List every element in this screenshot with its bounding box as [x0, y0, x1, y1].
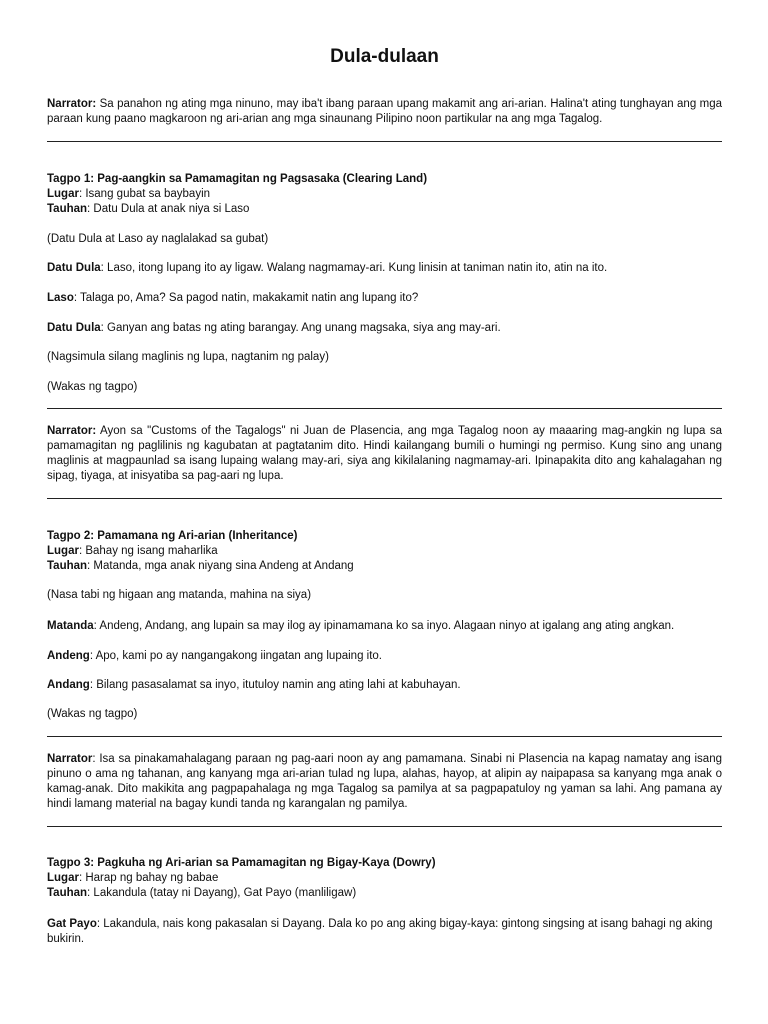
dialogue-line: Andeng: Apo, kami po ay nangangakong iingatan ang lupaing ito.	[47, 650, 383, 662]
scene-characters: Tauhan: Lakandula (tatay ni Dayang), Gat Payo (manliligaw)	[47, 887, 357, 899]
dialogue-line: Datu Dula: Ganyan ang batas ng ating barangay. Ang unang magsaka, siya ang may-ari.	[47, 322, 501, 334]
divider	[47, 498, 722, 499]
narration-text: Sa panahon ng ating mga ninuno, may iba't ibang paraan upang makamit ang ari-arian. Halina't ating tunghayan ang mga paraan kung paano magkaroon ng ari-arian ang mga sinaunang Pilipino noon partikular na ang mga Tagalog.	[47, 98, 722, 125]
divider	[47, 736, 722, 737]
stage-direction: (Nasa tabi ng higaan ang matanda, mahina na siya)	[47, 589, 312, 601]
scene-heading: Tagpo 2: Pamamana ng Ari-arian (Inheritance)	[47, 530, 298, 542]
divider	[47, 826, 722, 827]
scene-end: (Wakas ng tagpo)	[47, 708, 138, 720]
scene-end: (Wakas ng tagpo)	[47, 381, 138, 393]
dialogue-line: Gat Payo: Lakandula, nais kong pakasalan si Dayang. Dala ko po ang aking bigay-kaya: gintong singsing at isang bahagi ng aking bukirin.	[47, 918, 713, 945]
dialogue-line: Laso: Talaga po, Ama? Sa pagod natin, makakamit natin ang lupang ito?	[47, 292, 419, 304]
divider	[47, 408, 722, 409]
speaker-label: Narrator:	[47, 425, 97, 437]
scene-location: Lugar: Harap ng bahay ng babae	[47, 872, 219, 884]
scene-location: Lugar: Bahay ng isang maharlika	[47, 545, 218, 557]
narration-text: : Isa sa pinakamahalagang paraan ng pag-aari noon ay ang pamamana. Sinabi ni Plasencia na kapag namatay ang isang pinuno o ama ng tahanan, ang kanyang mga ari-arian tulad ng lupa, alahas, hayop, at alipin ay naipapasa sa kanyang mga anak o kamag-anak. Dito makikita ang pagpapahalaga ng mga Tagalog sa pamilya at sa pagpapatuloy ng yaman sa lahi. Ang pamana ay hindi lamang material na bagay kundi tanda ng karangalan ng pamilya.	[47, 753, 722, 810]
intro-narration	[47, 97, 722, 127]
page-title: Dula-dulaan	[330, 46, 439, 67]
scene-characters: Tauhan: Matanda, mga anak niyang sina Andeng at Andang	[47, 560, 354, 572]
narration-block	[47, 752, 722, 812]
scene-location: Lugar: Isang gubat sa baybayin	[47, 188, 211, 200]
divider	[47, 141, 722, 142]
stage-direction: (Datu Dula at Laso ay naglalakad sa gubat)	[47, 233, 269, 245]
speaker-label: Narrator	[47, 753, 93, 765]
dialogue-line: Matanda: Andeng, Andang, ang lupain sa may ilog ay ipinamamana ko sa inyo. Alagaan ninyo at igalang ang ating angkan.	[47, 620, 675, 632]
narration-text: Ayon sa "Customs of the Tagalogs" ni Juan de Plasencia, ang mga Tagalog noon ay maaaring mag-angkin ng lupa sa pamamagitan ng paglilinis ng kagubatan at pagtatanim dito. Hindi kailangang bumili o humingi ng permiso. Kung sino ang unang maglinis at magpaunlad sa isang lupaing walang may-ari, siya ang kikilalaning nagmamay-ari. Ipinapakita dito ang kahalagahan ng sipag, tiyaga, at inisyatiba sa pag-aari ng lupa.	[47, 425, 722, 482]
dialogue-line: Andang: Bilang pasasalamat sa inyo, itutuloy namin ang ating lahi at kabuhayan.	[47, 679, 461, 691]
scene-characters: Tauhan: Datu Dula at anak niya si Laso	[47, 203, 250, 215]
narration-block	[47, 424, 722, 484]
stage-direction: (Nagsimula silang maglinis ng lupa, nagtanim ng palay)	[47, 351, 329, 363]
dialogue-line: Datu Dula: Laso, itong lupang ito ay ligaw. Walang nagmamay-ari. Kung linisin at taniman natin ito, atin na ito.	[47, 262, 608, 274]
scene-heading: Tagpo 3: Pagkuha ng Ari-arian sa Pamamagitan ng Bigay-Kaya (Dowry)	[47, 857, 436, 869]
scene-heading: Tagpo 1: Pag-aangkin sa Pamamagitan ng Pagsasaka (Clearing Land)	[47, 173, 428, 185]
speaker-label: Narrator:	[47, 98, 97, 110]
